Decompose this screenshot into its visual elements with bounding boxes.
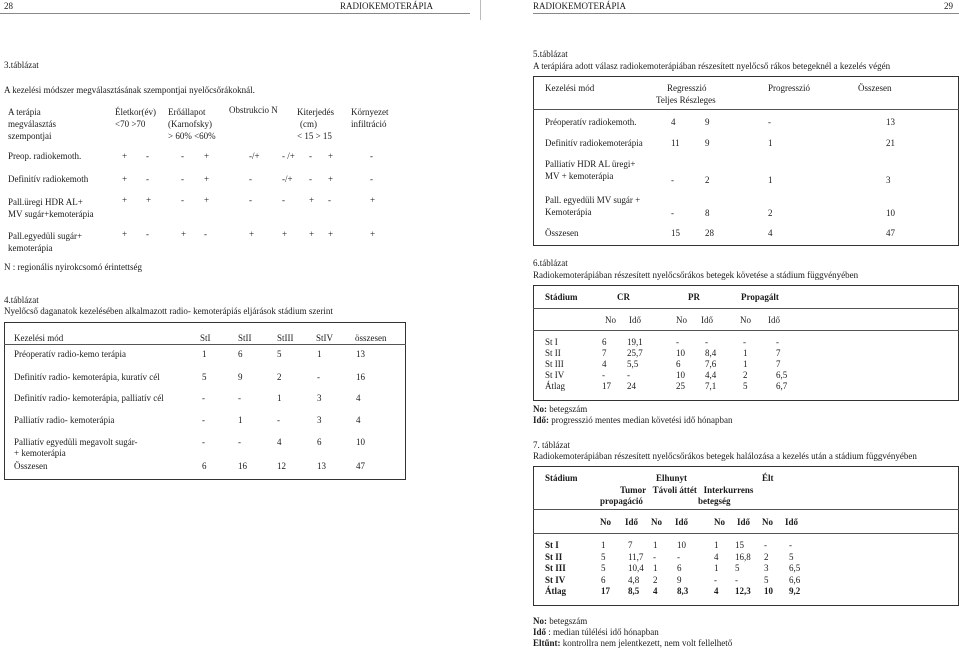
- table5-title: 5.táblázat: [533, 49, 568, 59]
- t5-cell: 1: [768, 175, 773, 185]
- t5-cell: 28: [705, 228, 714, 238]
- t3-cell: -: [309, 151, 312, 161]
- t7-cell: 8,3: [677, 586, 689, 596]
- t3-cell: +: [122, 195, 128, 205]
- t3-row-label: [8, 230, 82, 254]
- table3-note: N : regionális nyirokcsomó érintettség: [4, 262, 142, 272]
- t7-cell: 9,2: [789, 586, 801, 596]
- t3-cell: -: [249, 195, 252, 205]
- t3-col-karnofsky: [168, 106, 216, 142]
- t7-cell: -: [764, 540, 767, 550]
- t7-cell: -: [653, 551, 656, 562]
- t7-cell: 5: [601, 551, 606, 562]
- t5-cell: 47: [886, 228, 895, 238]
- running-title-left: RADIOKEMOTERÁPIA: [340, 1, 433, 11]
- t7-subheader: No: [714, 517, 725, 527]
- t3-cell: -: [249, 174, 252, 184]
- t4-cell: 16: [356, 372, 365, 382]
- t6-head-cr: CR: [617, 292, 630, 302]
- t5-cell: 21: [886, 138, 895, 148]
- t6-cell: 1: [743, 348, 748, 358]
- t6-note: [533, 416, 732, 425]
- t7-note-text: kontrollra nem jelentkezett, nem volt fellelhető: [560, 638, 733, 648]
- t3-cell: +: [181, 229, 187, 239]
- t3-cell: +: [328, 229, 334, 239]
- t7-head-sub2: propagáció: [600, 496, 643, 506]
- t6-row-label: Átlag: [545, 381, 565, 391]
- t3-h5-l3: < 15 > 15: [297, 131, 332, 141]
- t7-row-label: Átlag: [545, 586, 566, 596]
- t5-cell: 2: [705, 175, 710, 185]
- t3-col-therapy: [8, 106, 56, 142]
- t4-column-header: StI: [200, 333, 211, 343]
- t7-cell: 10: [677, 540, 686, 550]
- t7-cell: 9: [677, 574, 682, 585]
- t7-cell: 1: [653, 540, 658, 550]
- t4-cell: 13: [356, 349, 365, 359]
- t7-note: [533, 617, 587, 626]
- t6-cell: 10: [676, 348, 685, 358]
- t7-cell: 6,5: [789, 563, 801, 573]
- t3-cell: -: [146, 151, 149, 161]
- t4-cell: 5: [277, 349, 282, 359]
- t7-subheader: Idő: [675, 517, 689, 527]
- t7-cell: 3: [764, 563, 769, 573]
- t7-cell: 2: [653, 574, 658, 585]
- t5-row-label: Összesen: [545, 228, 579, 238]
- t6-cell: -: [602, 370, 605, 380]
- t5-cell: 4: [768, 228, 773, 238]
- t3-cell: +: [370, 229, 376, 239]
- t4-cell: -: [317, 372, 320, 382]
- t5-cell: 1: [768, 138, 773, 148]
- t3-cell: +: [282, 229, 288, 239]
- t3-h2-l1: Életkor(év): [115, 107, 156, 117]
- t5-cell: 11: [671, 138, 680, 148]
- t3-h3-l2: (Karnofsky): [168, 119, 212, 129]
- table6-caption: Radiokemoterápiában részesített nyelőcsőrákos betegek követése a stádium függvényében: [533, 270, 859, 280]
- t7-cell: 17: [601, 586, 610, 596]
- t5-cell: -: [671, 175, 674, 185]
- page-number-left: 28: [4, 1, 13, 11]
- t6-cell: 6,5: [776, 370, 788, 380]
- t6-cell: 4,4: [705, 370, 717, 380]
- t6-note-text: progresszió mentes median követési idő hónapban: [549, 415, 733, 425]
- t6-subheader: Idő: [768, 315, 780, 325]
- t3-col-obstruction: Obstrukcio N: [229, 105, 278, 115]
- table3-title: 3.táblázat: [4, 60, 39, 70]
- t6-cell: 4: [602, 359, 607, 369]
- t6-cell: 6: [602, 337, 607, 347]
- t4-row-label: Definitív radio- kemoterápia, kuratív cél: [14, 372, 160, 382]
- t3-cell: -/+: [282, 174, 293, 184]
- t5-cell: 15: [671, 228, 680, 238]
- t7-cell: 1: [714, 540, 719, 550]
- header-rule-right: [533, 13, 959, 14]
- t5-cell: 9: [705, 117, 710, 127]
- t3-cell: +: [328, 174, 334, 184]
- t4-column-header: Kezelési mód: [14, 333, 64, 343]
- t6-subheader: No: [676, 315, 687, 325]
- t3-row-label: Definitív radiokemoth: [8, 174, 89, 184]
- t3-h6-l1: Környezet: [351, 107, 389, 117]
- t6-subheader: Idő: [629, 315, 641, 325]
- t7-cell: 1: [653, 563, 658, 573]
- t7-cell: 10,4: [628, 563, 644, 573]
- t3-cell: - /+: [282, 151, 295, 161]
- t4-cell: -: [202, 437, 205, 447]
- t4-cell: 6: [202, 461, 207, 471]
- t6-cell: 8,4: [705, 348, 717, 358]
- t5-row-label: Préoperatív radiokemoth.: [545, 117, 637, 127]
- t6-cell: 2: [743, 370, 748, 380]
- table4-title: 4.táblázat: [4, 295, 39, 305]
- t4-row-label: Palliatív egyedüli megavolt sugár-: [14, 437, 138, 447]
- t5-head-regression-sub: Teljes Részleges: [656, 95, 716, 105]
- t4-cell: 2: [277, 372, 282, 382]
- t7-cell: 5: [764, 574, 769, 585]
- t4-column-header: összesen: [355, 333, 387, 343]
- t3-cell: -: [282, 195, 285, 205]
- t3-cell: +: [204, 174, 210, 184]
- t7-cell: 5: [735, 563, 740, 573]
- t6-cell: 17: [602, 381, 611, 391]
- t6-cell: 7: [602, 348, 607, 358]
- t6-cell: 5,5: [627, 359, 639, 369]
- t4-cell: 6: [238, 349, 243, 359]
- table6-title: 6.táblázat: [533, 258, 568, 268]
- t3-row-label-l2: kemoterápia: [8, 243, 53, 253]
- t5-cell: 2: [768, 208, 773, 218]
- t7-cell: -: [735, 574, 738, 585]
- t6-cell: 25,7: [627, 348, 643, 358]
- t4-cell: 6: [317, 437, 322, 447]
- t7-cell: 11,7: [628, 551, 644, 562]
- t6-row-label: St I: [545, 337, 558, 347]
- t6-cell: 25: [676, 381, 685, 391]
- t3-row-label-l1: Pall.üregi HDR AL+: [8, 197, 83, 207]
- t5-head-regression: Regresszió: [667, 83, 707, 93]
- t7-head-died: Elhunyt: [656, 473, 688, 483]
- t5-cell: 9: [705, 138, 710, 148]
- t3-cell: -/+: [249, 151, 260, 161]
- table3-caption: A kezelési módszer megválasztásának szempontjai nyelőcsőrákoknál.: [4, 85, 255, 95]
- t6-cell: 10: [676, 370, 685, 380]
- t6-cell: 7: [776, 348, 781, 358]
- t7-cell: 5: [601, 563, 606, 573]
- t7-row-label: St II: [545, 551, 563, 562]
- t5-cell: -: [671, 208, 674, 218]
- t7-cell: 12,3: [735, 586, 751, 596]
- t3-row-label: Preop. radiokemoth.: [8, 151, 82, 161]
- table7-title: 7. táblázat: [533, 440, 570, 450]
- t7-subheader: No: [651, 517, 662, 527]
- t3-cell: -: [204, 229, 207, 239]
- t3-row-label: [8, 196, 94, 220]
- t7-subheader: Idő: [785, 517, 799, 527]
- t4-cell: 10: [356, 437, 365, 447]
- t7-rule-2: [533, 533, 959, 534]
- t7-cell: 7: [628, 540, 633, 550]
- t3-cell: +: [204, 195, 210, 205]
- t7-cell: 10: [764, 586, 773, 596]
- t7-cell: -: [714, 574, 717, 585]
- t4-header-rule: [4, 344, 406, 345]
- t4-cell: -: [238, 393, 241, 403]
- t6-note-key: No:: [533, 404, 547, 414]
- page-number-right: 29: [944, 1, 953, 11]
- t5-cell: 3: [886, 175, 891, 185]
- t7-cell: 5: [789, 551, 794, 562]
- t4-cell: 12: [277, 461, 286, 471]
- t3-cell: +: [122, 229, 128, 239]
- t3-h6-l2: infiltráció: [351, 119, 387, 129]
- t6-row-label: St IV: [545, 370, 565, 380]
- t4-cell: 4: [356, 415, 361, 425]
- t7-note: [533, 639, 732, 648]
- t6-head-pr: PR: [688, 292, 700, 302]
- t3-h1-l2: megválasztás: [8, 119, 56, 129]
- t7-head-alive: Élt: [762, 473, 774, 483]
- t5-cell: 8: [705, 208, 710, 218]
- t4-cell: 3: [317, 415, 322, 425]
- t6-cell: -: [676, 337, 679, 347]
- t6-cell: 7: [776, 359, 781, 369]
- t7-cell: 1: [601, 540, 606, 550]
- t4-cell: 1: [277, 393, 282, 403]
- t7-subheader: No: [762, 517, 773, 527]
- t6-head-stage: Stádium: [545, 292, 578, 302]
- t7-subheader: Idő: [737, 517, 751, 527]
- t3-cell: -: [146, 174, 149, 184]
- t7-cell: 4: [653, 586, 658, 596]
- t3-cell: +: [328, 151, 334, 161]
- t3-cell: +: [204, 151, 210, 161]
- t7-subheader: No: [600, 517, 611, 527]
- t4-row-label: Préoperatív radio-kemo terápia: [14, 349, 126, 359]
- t7-note-key: Idő: [533, 627, 547, 637]
- t4-cell: 9: [238, 372, 243, 382]
- t4-cell: 47: [356, 461, 365, 471]
- t6-subheader: Idő: [701, 315, 713, 325]
- t6-cell: -: [705, 337, 708, 347]
- t4-cell: 1: [202, 349, 207, 359]
- t5-cell: 4: [671, 117, 676, 127]
- t3-cell: -: [181, 174, 184, 184]
- t3-h5-l2: (cm): [300, 119, 317, 129]
- t4-cell: -: [202, 393, 205, 403]
- t7-rule-1: [533, 509, 959, 510]
- t6-rule-1: [533, 308, 959, 309]
- t7-subheader: Idő: [625, 517, 639, 527]
- t7-row-label: St III: [545, 563, 566, 573]
- t6-cell: 5: [743, 381, 748, 391]
- t5-row-label: Definitív radiokemoterápia: [545, 138, 643, 148]
- t3-cell: +: [146, 195, 152, 205]
- t4-cell: 16: [238, 461, 247, 471]
- t7-cell: 4,8: [628, 574, 640, 585]
- t6-row-label: St II: [545, 348, 561, 358]
- t7-head-sub3: betegség: [698, 496, 731, 506]
- table7-caption: Radiokemoterápiában részesített nyelőcsőrákos betegek halálozása a kezelés után a stádium függvényében: [533, 451, 917, 461]
- t6-cell: -: [743, 337, 746, 347]
- t4-cell: 1: [238, 415, 243, 425]
- t7-cell: 2: [764, 551, 769, 562]
- t5-head-mode: Kezelési mód: [545, 83, 595, 93]
- t7-cell: -: [677, 551, 680, 562]
- t3-cell: -: [370, 151, 373, 161]
- t7-cell: 8,5: [628, 586, 640, 596]
- t3-col-extent: [297, 106, 334, 142]
- t7-note-key: No:: [533, 616, 547, 626]
- t5-head-progression: Progresszió: [768, 83, 810, 93]
- page-divider: [480, 0, 481, 20]
- t6-cell: 7,1: [705, 381, 717, 391]
- t3-cell: -: [181, 195, 184, 205]
- t7-cell: 16,8: [735, 551, 751, 562]
- t6-cell: 24: [627, 381, 636, 391]
- t4-row-label: Palliatív radio- kemoterápia: [14, 415, 115, 425]
- t7-cell: 6: [601, 574, 606, 585]
- t6-note-text: betegszám: [547, 404, 588, 414]
- t6-row-label: St III: [545, 359, 564, 369]
- t3-cell: -: [370, 174, 373, 184]
- t7-note: [533, 628, 659, 637]
- t3-cell: -: [146, 229, 149, 239]
- t3-col-age: [115, 106, 156, 130]
- t4-row-label: Összesen: [14, 461, 48, 471]
- t3-row-label-l2: MV sugár+kemoterápia: [8, 209, 94, 219]
- t7-head-stage: Stádium: [545, 473, 578, 483]
- t4-cell: 3: [317, 393, 322, 403]
- t4-cell: -: [238, 437, 241, 447]
- t7-cell: 4: [714, 586, 719, 596]
- t3-h5-l1: Kiterjedés: [297, 107, 334, 117]
- t7-cell: 15: [735, 540, 744, 550]
- t3-h1-l3: szempontjai: [8, 131, 52, 141]
- t6-cell: -: [627, 370, 630, 380]
- t3-cell: -: [181, 151, 184, 161]
- t3-cell: +: [249, 229, 255, 239]
- t6-note: [533, 405, 587, 414]
- t4-column-header: StIV: [316, 333, 334, 343]
- t6-head-propagated: Propagált: [741, 292, 779, 302]
- t3-col-environment: [351, 106, 388, 130]
- t3-h3-l3: > 60% <60%: [168, 131, 216, 141]
- t6-cell: 19,1: [627, 337, 643, 347]
- t5-head-total: Összesen: [858, 83, 892, 93]
- t3-h3-l1: Erőállapot: [168, 107, 206, 117]
- t5-row-label: MV + kemoterápia: [545, 171, 614, 181]
- t7-note-text: : median túlélési idő hónapban: [546, 627, 659, 637]
- t4-column-header: StIII: [277, 333, 294, 343]
- t6-cell: 1: [743, 359, 748, 369]
- t3-cell: +: [122, 174, 128, 184]
- t7-cell: 1: [714, 563, 719, 573]
- t4-cell: 1: [317, 349, 322, 359]
- t4-row-label: + kemoterápia: [14, 448, 66, 458]
- t7-note-key: Eltűnt:: [533, 638, 561, 648]
- t4-cell: 4: [356, 393, 361, 403]
- t5-row-label: Pall. egyedüli MV sugár +: [545, 195, 641, 205]
- t5-cell: -: [768, 117, 771, 127]
- t7-cell: 6: [677, 563, 682, 573]
- t6-note-key: Idő:: [533, 415, 550, 425]
- t3-cell: +: [122, 151, 128, 161]
- table4-caption: Nyelőcső daganatok kezelésében alkalmazott radio- kemoterápiás eljárások stádium szerint: [4, 306, 333, 316]
- t3-h1-l1: A terápia: [8, 107, 41, 117]
- header-rule-left: [0, 13, 470, 14]
- table5-caption: A terápiára adott válasz radiokemoterápiában részesített nyelőcső rákos betegeknél a kezelés végén: [533, 61, 891, 71]
- t6-subheader: No: [740, 315, 751, 325]
- t5-row-label: Palliatív HDR AL üregi+: [545, 159, 636, 169]
- t4-row-label: Definitív radio- kemoterápia, palliatív cél: [14, 393, 164, 403]
- t7-cell: 6,6: [789, 574, 801, 585]
- t6-cell: 6,7: [776, 381, 788, 391]
- t6-cell: -: [776, 337, 779, 347]
- t3-cell: +: [309, 229, 315, 239]
- t4-cell: -: [202, 415, 205, 425]
- t4-cell: 5: [202, 372, 207, 382]
- t4-column-header: StII: [238, 333, 252, 343]
- t4-cell: 4: [277, 437, 282, 447]
- t5-header-rule: [533, 109, 959, 110]
- t5-row-label: Kemoterápia: [545, 207, 592, 217]
- t3-row-label-l1: Pall.egyedüli sugár+: [8, 231, 83, 241]
- t7-row-label: St IV: [545, 574, 566, 585]
- running-title-right: RADIOKEMOTERÁPIA: [533, 1, 626, 11]
- t7-cell: -: [789, 540, 792, 550]
- t3-cell: -: [328, 195, 331, 205]
- t3-cell: +: [309, 195, 315, 205]
- t6-subheader: No: [605, 315, 616, 325]
- t3-cell: +: [370, 195, 376, 205]
- t7-cell: 4: [714, 551, 719, 562]
- t7-row-label: St I: [545, 540, 559, 550]
- t6-cell: 6: [676, 359, 681, 369]
- t4-cell: 13: [317, 461, 326, 471]
- t7-note-text: betegszám: [547, 616, 588, 626]
- t3-cell: -: [309, 174, 312, 184]
- t5-cell: 13: [886, 117, 895, 127]
- t7-head-sub1: Tumor Távoli áttét Interkurrens: [620, 485, 754, 495]
- t3-h2-l3: <70 >70: [115, 119, 146, 129]
- t5-cell: 10: [886, 208, 895, 218]
- t6-cell: 7,6: [705, 359, 717, 369]
- t6-rule-2: [533, 330, 959, 331]
- t4-cell: -: [277, 415, 280, 425]
